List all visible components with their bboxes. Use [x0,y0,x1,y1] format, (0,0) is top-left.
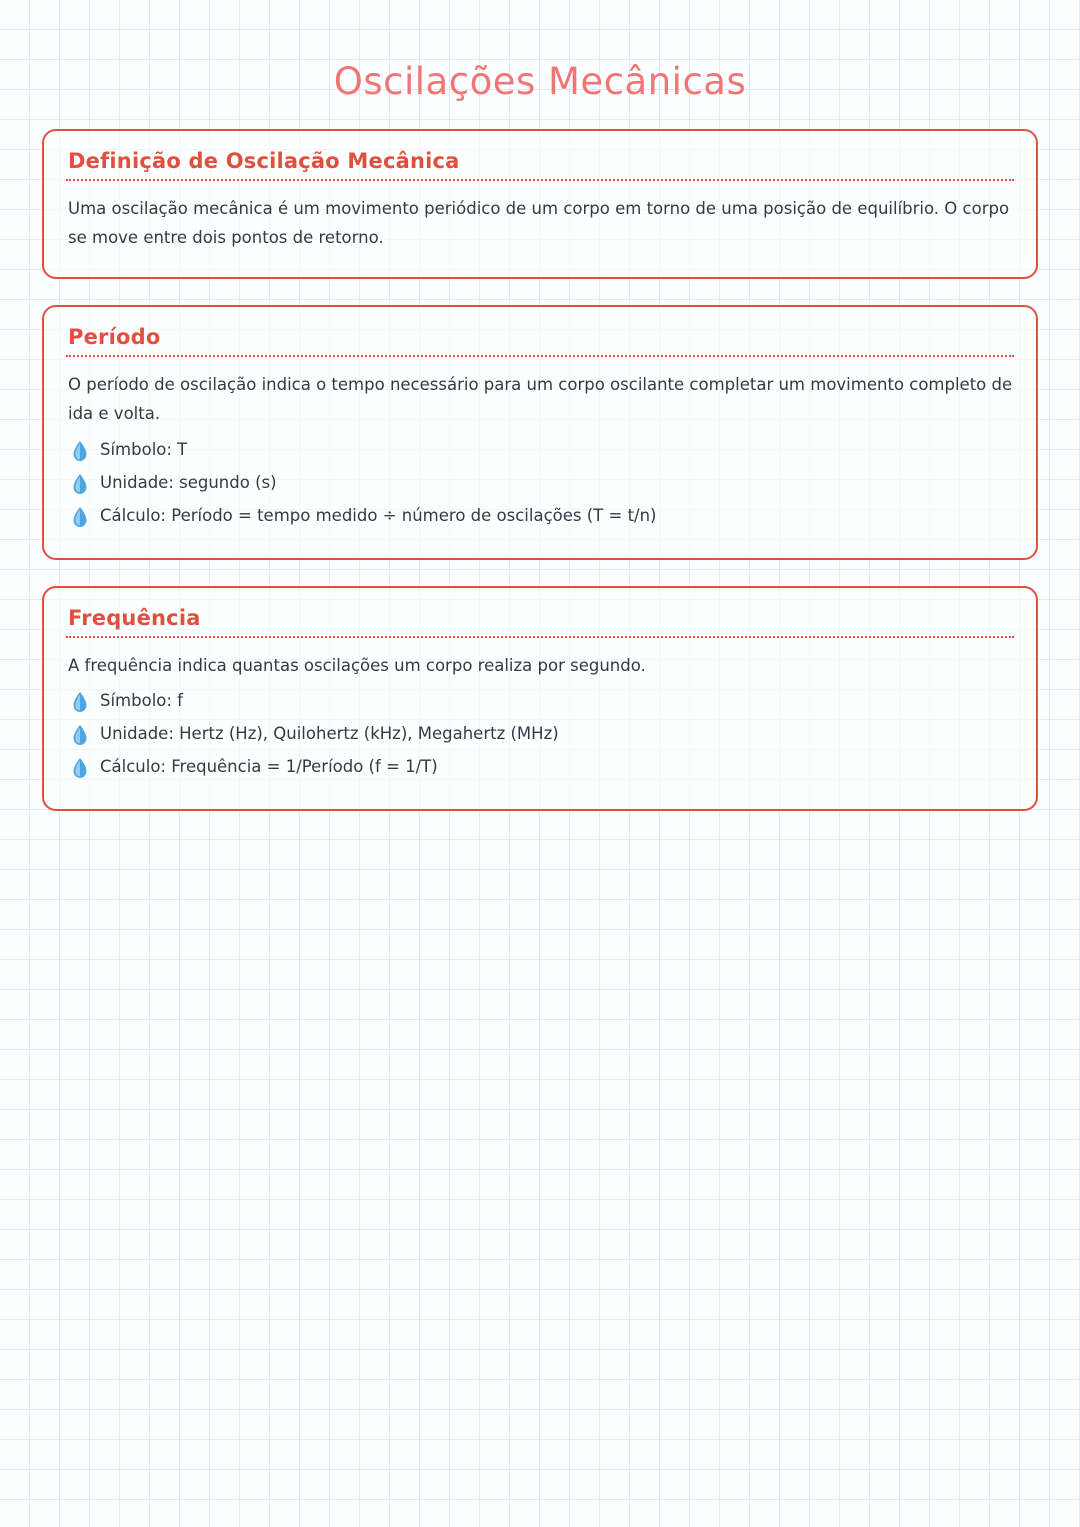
list-item [66,756,1014,779]
section-paragraph: Uma oscilação mecânica é um movimento periódico de um corpo em torno de uma posição de equilíbrio. O corpo se move entre dois pontos de retorno. [68,199,1010,247]
list-item-label: Cálculo: Frequência = 1/Período (f = 1/T) [100,757,438,777]
section-card-definicao [42,129,1038,279]
bullet-list [66,690,1014,779]
list-item-label: Cálculo: Período = tempo medido ÷ número de oscilações (T = t/n) [100,505,657,525]
water-drop-icon [72,691,88,713]
list-item-label: Símbolo: f [100,691,183,711]
section-divider [66,636,1014,638]
section-heading: Definição de Oscilação Mecânica [68,149,460,173]
bullet-list [66,439,1014,528]
water-drop-icon [72,724,88,746]
section-card-periodo [42,305,1038,560]
water-drop-icon [72,440,88,462]
section-divider [66,355,1014,357]
list-item [66,505,1014,528]
list-item [66,723,1014,746]
list-item [66,472,1014,495]
section-heading: Período [68,324,161,349]
water-drop-icon [72,506,88,528]
water-drop-icon [72,757,88,779]
section-card-frequencia [42,586,1038,812]
list-item-label: Unidade: Hertz (Hz), Quilohertz (kHz), Megahertz (MHz) [100,724,559,744]
section-divider [66,179,1014,181]
page-title: Oscilações Mecânicas [333,60,747,103]
water-drop-icon [72,473,88,495]
page-empty-area [42,837,1038,1437]
list-item [66,690,1014,713]
section-paragraph: O período de oscilação indica o tempo necessário para um corpo oscilante completar um movimento completo de ida e volta. [68,374,1013,423]
list-item [66,439,1014,462]
section-paragraph: A frequência indica quantas oscilações um corpo realiza por segundo. [68,655,646,675]
list-item-label: Unidade: segundo (s) [100,472,277,492]
section-heading: Frequência [68,605,201,630]
list-item-label: Símbolo: T [100,439,188,459]
